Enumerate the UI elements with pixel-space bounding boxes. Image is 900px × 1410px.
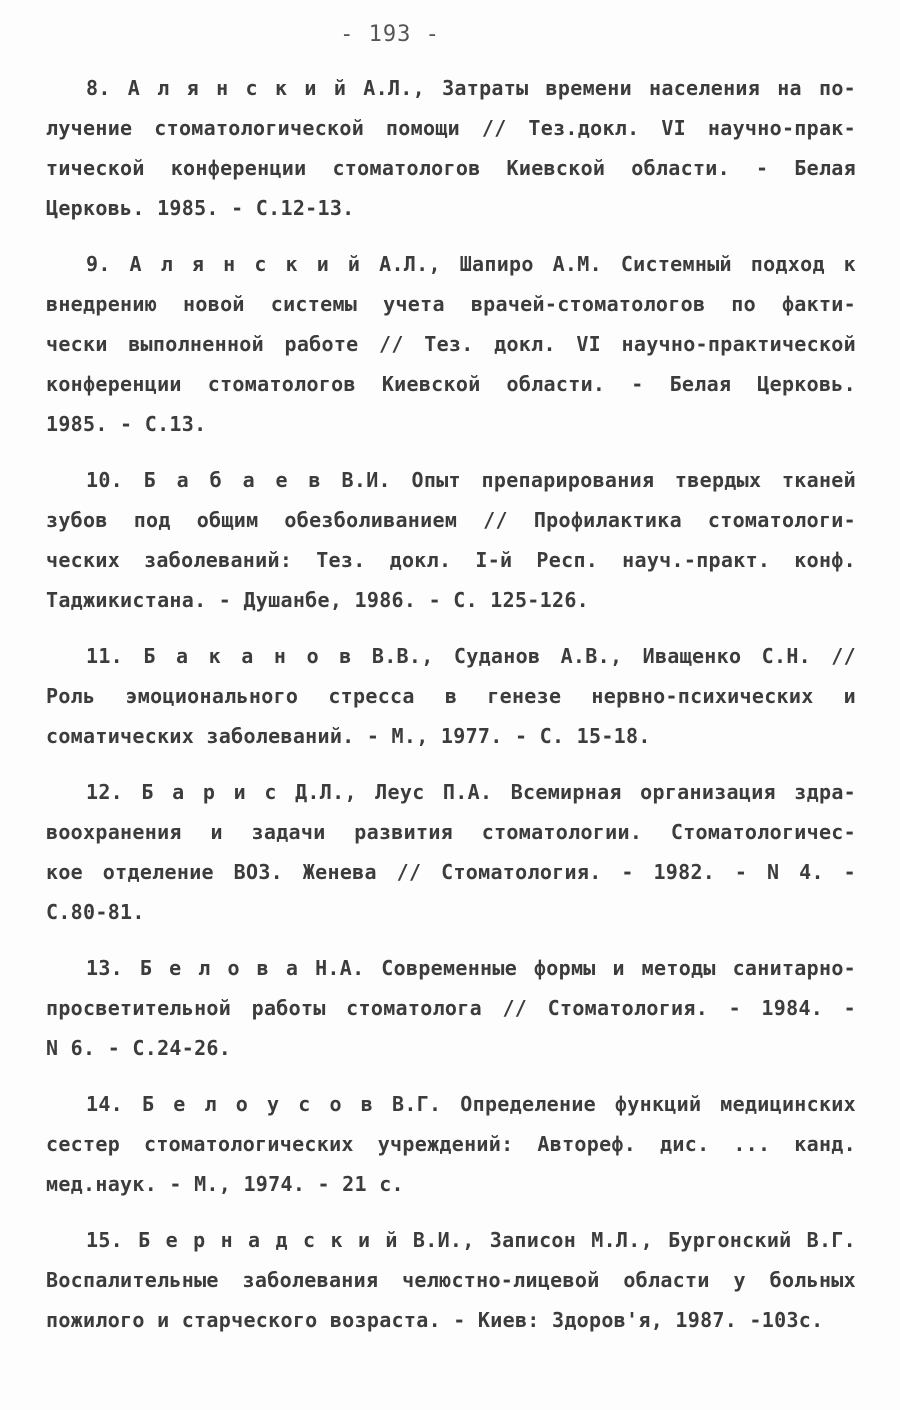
bibliography-entry-14 xyxy=(46,1084,856,1204)
entry-line: 15. Б е р н а д с к и й В.И., Записон М.Л., Бургонский В.Г. xyxy=(86,1228,856,1252)
entry-line: 12. Б а р и с Д.Л., Леус П.А. Всемирная организация здра- xyxy=(86,780,856,804)
entry-line: тической конференции стоматологов Киевской области. - Белая xyxy=(46,156,856,180)
entry-line: пожилого и старческого возраста. - Киев: Здоров'я, 1987. -103с. xyxy=(46,1308,824,1332)
entry-line: внедрению новой системы учета врачей-стоматологов по факти- xyxy=(46,292,856,316)
entry-line: лучение стоматологической помощи // Тез.докл. VI научно-прак- xyxy=(46,116,856,140)
entry-line: С.80-81. xyxy=(46,900,145,924)
bibliography-entry-11 xyxy=(46,636,856,756)
entry-line: 11. Б а к а н о в В.В., Суданов А.В., Иващенко С.Н. // xyxy=(86,644,856,668)
bibliography-entry-8 xyxy=(46,68,856,228)
bibliography-entry-15 xyxy=(46,1220,856,1340)
entry-line: 1985. - С.13. xyxy=(46,412,207,436)
entry-line: 13. Б е л о в а Н.А. Современные формы и методы санитарно- xyxy=(86,956,856,980)
entry-line: 9. А л я н с к и й А.Л., Шапиро А.М. Системный подход к xyxy=(86,252,856,276)
entry-line: воохранения и задачи развития стоматологии. Стоматологичес- xyxy=(46,820,856,844)
bibliography-entry-12 xyxy=(46,772,856,932)
entry-line: N 6. - С.24-26. xyxy=(46,1036,232,1060)
entry-line: конференции стоматологов Киевской области. - Белая Церковь. xyxy=(46,372,856,396)
bibliography-entry-9 xyxy=(46,244,856,444)
entry-line: сестер стоматологических учреждений: Автореф. дис. ... канд. xyxy=(46,1132,856,1156)
entry-line: 8. А л я н с к и й А.Л., Затраты времени населения на по- xyxy=(86,76,856,100)
bibliography-entry-10 xyxy=(46,460,856,620)
entry-line: Воспалительные заболевания челюстно-лицевой области у больных xyxy=(46,1268,856,1292)
entry-line: соматических заболеваний. - М., 1977. - С. 15-18. xyxy=(46,724,651,748)
entry-line: 10. Б а б а е в В.И. Опыт препарирования твердых тканей xyxy=(86,468,856,492)
page-number: - 193 - xyxy=(340,22,440,47)
entry-line: Таджикистана. - Душанбе, 1986. - С. 125-126. xyxy=(46,588,590,612)
bibliography-entry-13 xyxy=(46,948,856,1068)
bibliography-list xyxy=(46,68,856,1356)
entry-line: чески выполненной работе // Тез. докл. VI научно-практической xyxy=(46,332,856,356)
entry-line: ческих заболеваний: Тез. докл. I-й Респ. науч.-практ. конф. xyxy=(46,548,856,572)
entry-line: 14. Б е л о у с о в В.Г. Определение функций медицинских xyxy=(86,1092,856,1116)
entry-line: зубов под общим обезболиванием // Профилактика стоматологи- xyxy=(46,508,856,532)
entry-line: Церковь. 1985. - С.12-13. xyxy=(46,196,355,220)
entry-line: мед.наук. - М., 1974. - 21 с. xyxy=(46,1172,404,1196)
entry-line: просветительной работы стоматолога // Стоматология. - 1984. - xyxy=(46,996,856,1020)
entry-line: кое отделение ВОЗ. Женева // Стоматология. - 1982. - N 4. - xyxy=(46,860,856,884)
entry-line: Роль эмоционального стресса в генезе нервно-психических и xyxy=(46,684,856,708)
